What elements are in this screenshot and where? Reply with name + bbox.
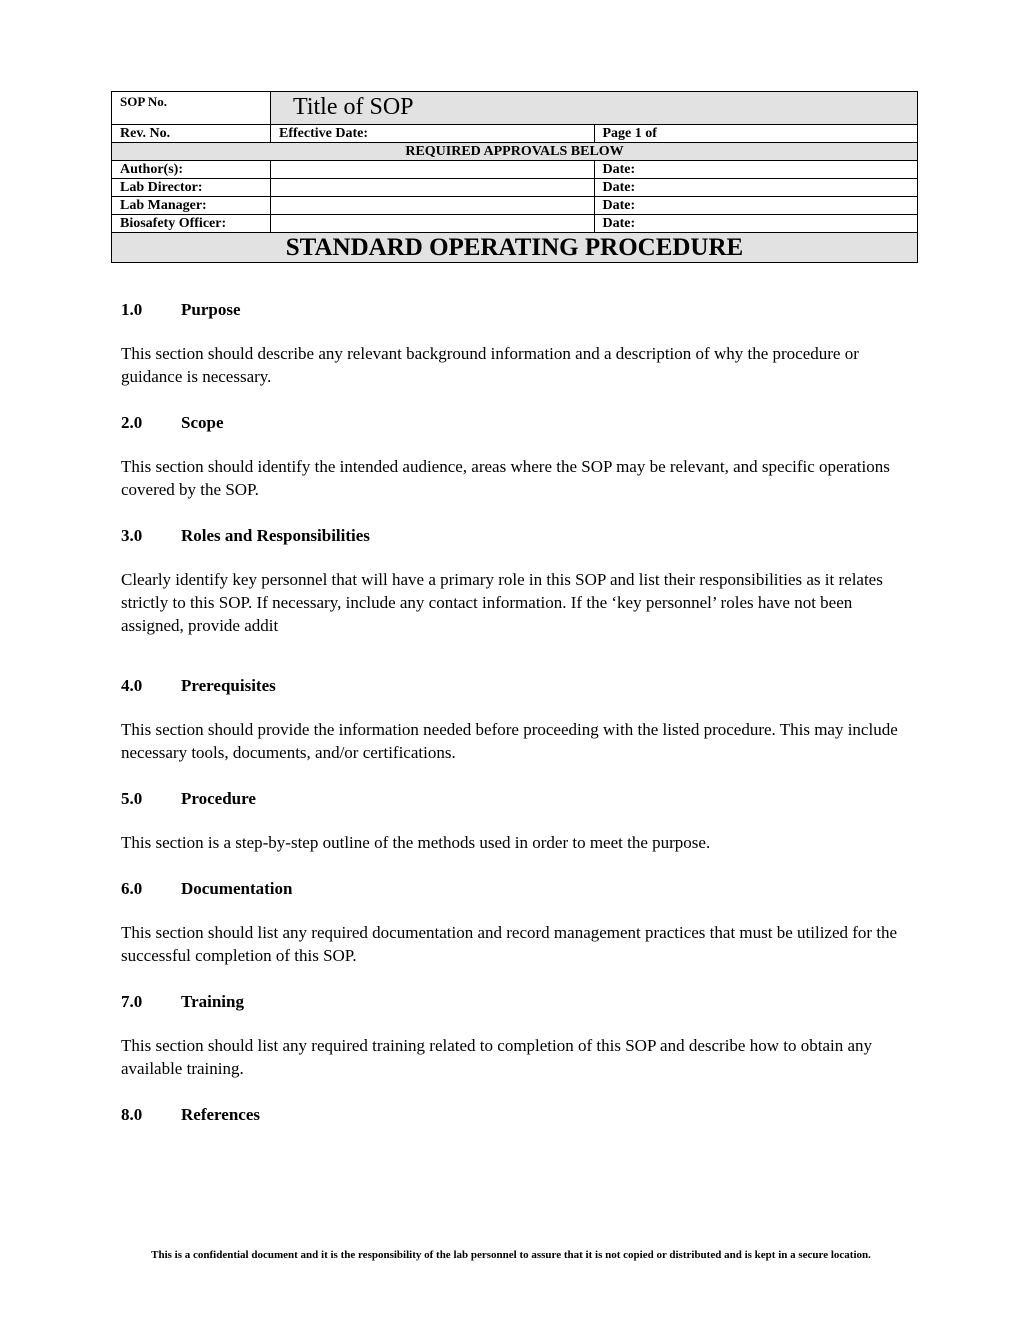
approval-signature-cell xyxy=(271,197,595,215)
section-number: 7.0 xyxy=(121,992,143,1011)
document-type-banner: STANDARD OPERATING PROCEDURE xyxy=(112,233,918,263)
section-number: 1.0 xyxy=(121,300,143,319)
approval-role: Biosafety Officer: xyxy=(112,215,271,233)
approval-row xyxy=(112,215,918,233)
approval-role: Lab Manager: xyxy=(112,197,271,215)
section-documentation xyxy=(121,875,911,967)
section-title: Procedure xyxy=(181,789,256,808)
section-title: Documentation xyxy=(181,879,293,898)
section-references xyxy=(121,1101,911,1129)
approval-row xyxy=(112,161,918,179)
section-number: 6.0 xyxy=(121,879,143,898)
section-title: Scope xyxy=(181,413,224,432)
effective-date-label: Effective Date: xyxy=(271,125,595,143)
section-roles xyxy=(121,522,911,637)
section-procedure xyxy=(121,785,911,854)
approval-role: Lab Director: xyxy=(112,179,271,197)
section-body: This section is a step-by-step outline of the methods used in order to meet the purpose. xyxy=(121,833,711,852)
approval-date-label: Date: xyxy=(594,197,918,215)
approval-role: Author(s): xyxy=(112,161,271,179)
section-training xyxy=(121,988,911,1080)
section-title: Training xyxy=(181,992,244,1011)
approval-row xyxy=(112,179,918,197)
approval-date-label: Date: xyxy=(594,215,918,233)
sop-no-label: SOP No. xyxy=(112,92,271,125)
approval-signature-cell xyxy=(271,161,595,179)
section-number: 2.0 xyxy=(121,413,143,432)
section-purpose xyxy=(121,296,911,388)
section-number: 5.0 xyxy=(121,789,143,808)
section-title: Roles and Responsibilities xyxy=(181,526,370,545)
sop-title: Title of SOP xyxy=(271,92,918,125)
rev-no-label: Rev. No. xyxy=(112,125,271,143)
approval-signature-cell xyxy=(271,179,595,197)
section-prerequisites xyxy=(121,672,911,764)
section-number: 3.0 xyxy=(121,526,143,545)
section-title: Purpose xyxy=(181,300,241,319)
section-scope xyxy=(121,409,911,501)
sop-body xyxy=(121,296,911,1129)
confidentiality-footer: This is a confidential document and it is the responsibility of the lab personnel to assure that it is not copied or distributed and is kept in a secure location. xyxy=(151,1249,871,1261)
approvals-heading: REQUIRED APPROVALS BELOW xyxy=(112,143,918,161)
section-body: This section should list any required training related to completion of this SOP and describe how to obtain any available training. xyxy=(121,1036,873,1078)
approval-row xyxy=(112,197,918,215)
section-body: Clearly identify key personnel that will have a primary role in this SOP and list their responsibilities as it relates strictly to this SOP. If necessary, include any contact information. If the ‘key personnel’ roles have not been assigned, provide addit xyxy=(121,570,883,635)
page-label: Page 1 of xyxy=(594,125,918,143)
approval-signature-cell xyxy=(271,215,595,233)
section-body: This section should identify the intended audience, areas where the SOP may be relevant, and specific operations covered by the SOP. xyxy=(121,457,890,499)
sop-header-table xyxy=(111,91,918,263)
section-number: 4.0 xyxy=(121,676,143,695)
section-title: Prerequisites xyxy=(181,676,276,695)
approval-date-label: Date: xyxy=(594,161,918,179)
section-title: References xyxy=(181,1105,260,1124)
section-body: This section should provide the information needed before proceeding with the listed procedure. This may include necessary tools, documents, and/or certifications. xyxy=(121,720,898,762)
section-body: This section should list any required documentation and record management practices that must be utilized for the successful completion of this SOP. xyxy=(121,923,898,965)
approval-date-label: Date: xyxy=(594,179,918,197)
section-body: This section should describe any relevant background information and a description of why the procedure or guidance is necessary. xyxy=(121,344,859,386)
section-number: 8.0 xyxy=(121,1105,143,1124)
